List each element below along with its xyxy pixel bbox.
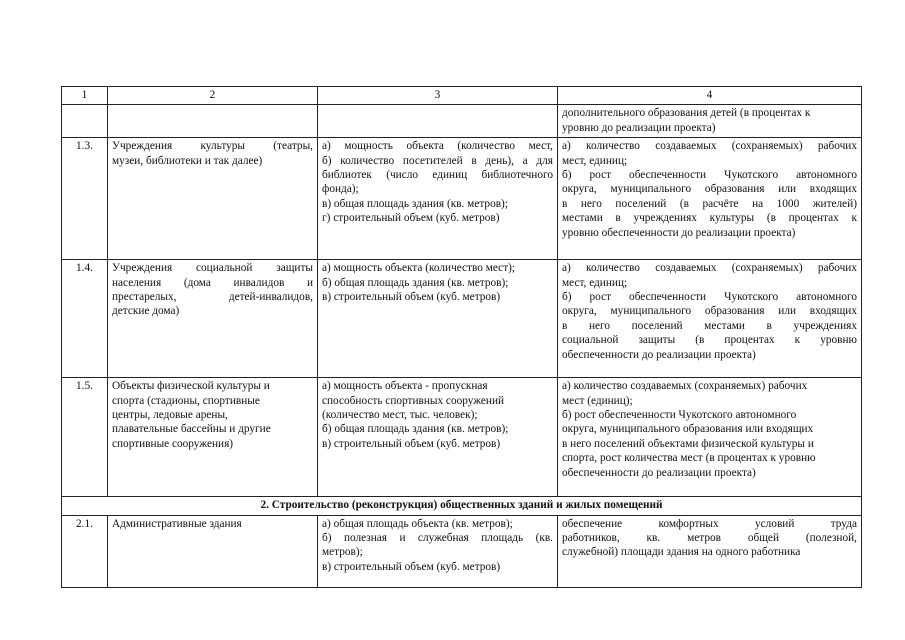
- row-object-type: [108, 378, 318, 497]
- text-line: обеспечение комфортных условий труда: [562, 517, 857, 530]
- table-header-row: [62, 87, 862, 105]
- text-line: (количество мест, тыс. человек);: [322, 409, 478, 422]
- section-heading: 2. Строительство (реконструкция) общественных зданий и жилых помещений: [62, 497, 862, 515]
- text-line: Учреждения культуры (театры,: [112, 140, 313, 153]
- text-line: фонда);: [322, 183, 359, 196]
- row-number: 2.1.: [62, 515, 108, 587]
- section-row: [62, 497, 862, 515]
- row-capacity-indicators: [318, 138, 558, 260]
- text-line: б) рост обеспеченности Чукотского автономного: [562, 169, 857, 182]
- header-col-3: 3: [318, 87, 558, 105]
- text-line: в) строительный объем (куб. метров): [322, 437, 501, 450]
- row-number: 1.5.: [62, 378, 108, 497]
- text-line: социальной защиты (в процентах к уровню: [562, 334, 857, 347]
- text-line: спорта (стадионы, спортивные: [112, 394, 260, 407]
- text-line: способность спортивных сооружений: [322, 394, 505, 407]
- row-capacity-indicators: [318, 515, 558, 587]
- text-line: а) количество создаваемых (сохраняемых) рабочих: [562, 262, 857, 275]
- text-line: в него поселений (в расчёте на 1000 жителей): [562, 197, 857, 210]
- text-line: а) общая площадь объекта (кв. метров);: [322, 517, 513, 530]
- text-line: б) общая площадь здания (кв. метров);: [322, 423, 509, 436]
- text-line: в) строительный объем (куб. метров): [322, 291, 501, 304]
- text-line: округа, муниципального образования или входящих: [562, 183, 857, 196]
- row-effect-indicators: [558, 138, 862, 260]
- text-line: б) общая площадь здания (кв. метров);: [322, 276, 509, 289]
- text-line: а) мощность объекта (количество мест);: [322, 262, 516, 275]
- text-line: в) общая площадь здания (кв. метров);: [322, 197, 508, 210]
- row-capacity-indicators: [318, 260, 558, 378]
- cont-col-4: [558, 105, 862, 138]
- cont-col-2: [108, 105, 318, 138]
- row-number: 1.3.: [62, 138, 108, 260]
- table-row: [62, 515, 862, 587]
- text-line: местами в учреждениях культуры (в процентах к: [562, 212, 857, 225]
- cont-col-3: [318, 105, 558, 138]
- text-line: б) полезная и служебная площадь (кв.: [322, 532, 553, 545]
- text-line: мест (единиц);: [562, 394, 633, 407]
- row-effect-indicators: [558, 515, 862, 587]
- text-line: а) количество создаваемых (сохраняемых) рабочих: [562, 140, 857, 153]
- text-line: музеи, библиотеки и так далее): [112, 154, 263, 167]
- table-row: [62, 138, 862, 260]
- text-line: плавательные бассейны и другие: [112, 423, 271, 436]
- text-line: в) строительный объем (куб. метров): [322, 560, 501, 573]
- text-line: г) строительный объем (куб. метров): [322, 212, 500, 225]
- text-line: округа, муниципального образования или входящих: [562, 423, 814, 436]
- text-line: Административные здания: [112, 517, 242, 530]
- text-line: спортивные сооружения): [112, 437, 234, 450]
- text-line: б) рост обеспеченности Чукотского автономного: [562, 409, 797, 422]
- text-line: в него поселений объектами физической культуры и: [562, 437, 814, 450]
- header-col-4: 4: [558, 87, 862, 105]
- text-line: в него поселений местами в учреждениях: [562, 319, 857, 332]
- text-line: обеспеченности до реализации проекта): [562, 348, 756, 361]
- text-line: уровню обеспеченности до реализации проекта): [562, 226, 796, 239]
- row-number: 1.4.: [62, 260, 108, 378]
- text-line: служебной) площади здания на одного работника: [562, 546, 801, 559]
- text-line: Учреждения социальной защиты: [112, 262, 313, 275]
- row-effect-indicators: [558, 260, 862, 378]
- table-row: [62, 260, 862, 378]
- text-line: а) мощность объекта (количество мест,: [322, 140, 553, 153]
- text-line: спорта, рост количества мест (в процентах к уровню: [562, 452, 816, 465]
- text-line: округа, муниципального образования или входящих: [562, 305, 857, 318]
- text-line: престарелых, детей-инвалидов,: [112, 291, 313, 304]
- row-object-type: [108, 138, 318, 260]
- text-line: мест, единиц;: [562, 154, 628, 167]
- text-line: б) количество посетителей в день), а для: [322, 154, 553, 167]
- text-line: библиотек (число единиц библиотечного: [322, 169, 553, 182]
- cont-line: дополнительного образования детей (в процентах к: [562, 107, 811, 120]
- cont-col-1: [62, 105, 108, 138]
- cont-line: уровню до реализации проекта): [562, 121, 716, 134]
- header-col-2: 2: [108, 87, 318, 105]
- row-capacity-indicators: [318, 378, 558, 497]
- text-line: населения (дома инвалидов и: [112, 276, 313, 289]
- text-line: а) мощность объекта - пропускная: [322, 380, 488, 393]
- table-row: [62, 378, 862, 497]
- text-line: работников, кв. метров общей (полезной,: [562, 532, 857, 545]
- header-col-1: 1: [62, 87, 108, 105]
- text-line: мест, единиц;: [562, 276, 628, 289]
- text-line: а) количество создаваемых (сохраняемых) рабочих: [562, 380, 808, 393]
- row-object-type: [108, 260, 318, 378]
- row-effect-indicators: [558, 378, 862, 497]
- text-line: Объекты физической культуры и: [112, 380, 270, 393]
- continuation-row: [62, 105, 862, 138]
- text-line: детские дома): [112, 305, 180, 318]
- row-object-type: [108, 515, 318, 587]
- text-line: метров);: [322, 546, 363, 559]
- text-line: центры, ледовые арены,: [112, 409, 228, 422]
- indicators-table: [61, 86, 862, 588]
- text-line: обеспеченности до реализации проекта): [562, 466, 756, 479]
- text-line: б) рост обеспеченности Чукотского автономного: [562, 291, 857, 304]
